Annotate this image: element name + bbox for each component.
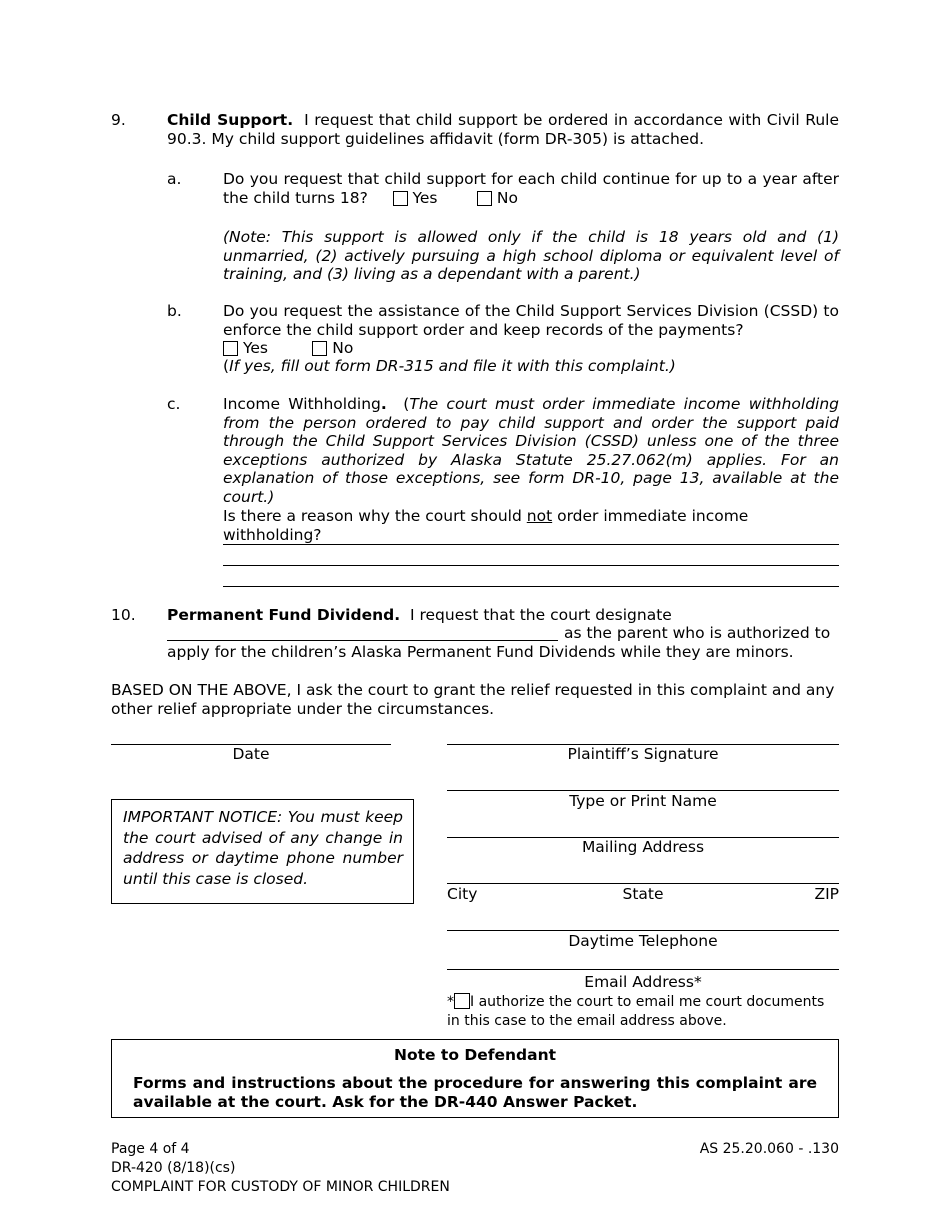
- footer-statute: AS 25.20.060 - .130: [699, 1141, 839, 1157]
- date-label: Date: [232, 745, 270, 763]
- item-9b-options: [223, 339, 839, 358]
- item-9c-heading: Income Withholding: [223, 395, 381, 413]
- item-9b-yes-checkbox[interactable]: [223, 341, 238, 356]
- item-9a-no-label: No: [496, 188, 518, 207]
- plaintiff-signature-label: Plaintiff’s Signature: [567, 745, 719, 763]
- section-9-text: [167, 111, 839, 148]
- item-9a-letter: a.: [167, 170, 182, 188]
- footer-form-number: DR-420 (8/18)(cs): [111, 1160, 236, 1176]
- section-10-text-2: as the parent who is authorized to: [564, 624, 831, 642]
- item-9c-question: [223, 507, 839, 544]
- item-9a-no-checkbox[interactable]: [477, 191, 492, 206]
- section-10-text-3: apply for the children’s Alaska Permanent Fund Dividends while they are minors.: [167, 643, 794, 661]
- designated-parent-line[interactable]: [167, 640, 558, 641]
- section-10-number: 10.: [111, 606, 136, 624]
- section-9-number: 9.: [111, 111, 126, 129]
- footer-left: [111, 1140, 450, 1197]
- telephone-line[interactable]: [447, 930, 839, 931]
- print-name-label: Type or Print Name: [569, 792, 717, 810]
- item-9b-question: Do you request the assistance of the Child Support Services Division (CSSD) to enforce the child support order and keep records of the payments?: [223, 302, 839, 339]
- item-9b-instruction: If yes, fill out form DR-315 and file it with this complaint.): [229, 357, 676, 375]
- section-10-text-1: I request that the court designate: [409, 606, 672, 624]
- item-9c-paren: (: [403, 395, 410, 413]
- note-to-defendant-title: Note to Defendant: [393, 1046, 557, 1064]
- item-9b-no-label: No: [332, 339, 354, 357]
- item-9a-question: Do you request that child support for each child continue for up to a year after the child turns 18?: [223, 170, 839, 207]
- section-10-line-1: [167, 606, 672, 625]
- item-9a-question-block: [223, 170, 839, 207]
- item-9c-heading-period: .: [380, 395, 387, 413]
- item-9c-question-not: not: [526, 507, 553, 525]
- city-label: City: [447, 885, 478, 903]
- zip-label: ZIP: [814, 885, 839, 903]
- section-10-heading: Permanent Fund Dividend.: [167, 606, 401, 624]
- closing-statement: BASED ON THE ABOVE, I ask the court to grant the relief requested in this complaint and any other relief appropriate under the circumstances.: [111, 681, 835, 718]
- item-9c-question-before: Is there a reason why the court should: [223, 507, 527, 525]
- item-9a-yes-checkbox[interactable]: [393, 191, 408, 206]
- item-9a-yes-label: Yes: [412, 188, 438, 207]
- telephone-label: Daytime Telephone: [568, 932, 718, 950]
- email-label: Email Address*: [584, 973, 702, 991]
- item-9c-instruction: The court must order immediate income withholding from the person ordered to pay child support and order the support paid through the Child Support Services Division (CSSD) unless one of the three exceptions authorized by Alaska Statute 25.27.062(m) applies. For an explanation of those exceptions, see form DR-10, page 13, available at the court.): [223, 395, 839, 506]
- item-9c-question-after: order immediate income withholding?: [223, 507, 749, 544]
- mailing-address-label: Mailing Address: [581, 838, 705, 856]
- email-auth-text: I authorize the court to email me court documents in this case to the email address above.: [447, 994, 825, 1029]
- email-authorization: [447, 993, 841, 1031]
- important-notice-box: [111, 799, 414, 904]
- item-9b-paren: (: [223, 357, 230, 375]
- state-label: State: [622, 885, 664, 903]
- item-9a-note: (Note: This support is allowed only if the child is 18 years old and (1) unmarried, (2) actively pursuing a high school diploma or equivalent level of training, and (3) living as a dependant with a parent.): [223, 228, 839, 283]
- item-9b-no-checkbox[interactable]: [312, 341, 327, 356]
- item-9b-letter: b.: [167, 302, 182, 320]
- footer-page: Page 4 of 4: [111, 1141, 190, 1157]
- footer-form-title: COMPLAINT FOR CUSTODY OF MINOR CHILDREN: [111, 1179, 450, 1195]
- withholding-reason-line-1[interactable]: [223, 544, 839, 545]
- email-line[interactable]: [447, 969, 839, 970]
- note-to-defendant-box: [111, 1039, 839, 1118]
- print-name-line[interactable]: [447, 790, 839, 791]
- item-9c-letter: c.: [167, 395, 181, 413]
- item-9b-instruction-block: [223, 357, 839, 376]
- section-9-body: I request that child support be ordered in accordance with Civil Rule 90.3. My child support guidelines affidavit (form DR-305) is attached.: [167, 111, 839, 148]
- city-state-zip-line[interactable]: [447, 883, 839, 884]
- withholding-reason-line-3[interactable]: [223, 586, 839, 587]
- section-9-heading: Child Support.: [167, 111, 294, 129]
- withholding-reason-line-2[interactable]: [223, 565, 839, 566]
- important-notice-text: IMPORTANT NOTICE: You must keep the court advised of any change in address or daytime phone number until this case is closed.: [123, 808, 403, 888]
- note-to-defendant-text: Forms and instructions about the procedure for answering this complaint are available at the court. Ask for the DR-440 Answer Packet.: [133, 1074, 817, 1111]
- email-auth-asterisk: *: [447, 994, 454, 1010]
- item-9c-block: [223, 395, 839, 506]
- email-authorization-checkbox[interactable]: [454, 993, 470, 1009]
- item-9b-yes-label: Yes: [242, 339, 268, 357]
